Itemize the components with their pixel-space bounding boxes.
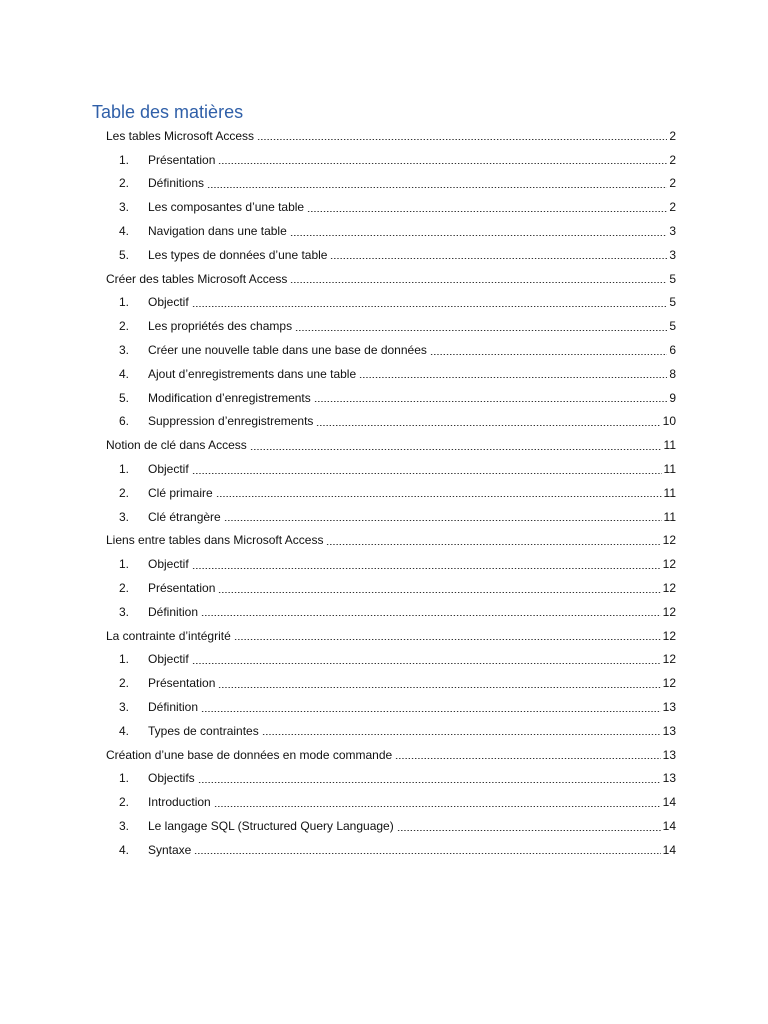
toc-entry-number: 2. bbox=[119, 176, 130, 191]
toc-subentry[interactable] bbox=[106, 790, 676, 814]
toc-entry-text: Le langage SQL (Structured Query Language) bbox=[148, 819, 394, 833]
toc-entry-text: Définition bbox=[148, 700, 199, 715]
toc-dot-leader bbox=[257, 139, 667, 140]
toc-section-entry[interactable] bbox=[106, 267, 676, 291]
toc-entry-text: Définitions bbox=[148, 176, 205, 191]
toc-entry-number: 1. bbox=[119, 771, 130, 786]
toc-entry-text: Clé primaire bbox=[148, 485, 213, 500]
toc-entry-text: Définition bbox=[148, 604, 199, 619]
toc-page-number: 11 bbox=[663, 509, 676, 524]
toc-entry-text: Objectif bbox=[148, 652, 189, 667]
toc-page-number: 14 bbox=[662, 819, 676, 833]
toc-entry-text: Syntaxe bbox=[148, 842, 192, 857]
toc-subentry[interactable] bbox=[106, 600, 676, 624]
toc-entry-text: Navigation dans une table bbox=[148, 224, 287, 239]
toc-entry-text: Créer une nouvelle table dans une base de données bbox=[148, 343, 427, 358]
toc-section-entry[interactable] bbox=[106, 433, 676, 457]
toc-entry-text: Clé étrangère bbox=[148, 509, 221, 524]
toc-entry-number: 3. bbox=[119, 604, 130, 619]
toc-dot-leader bbox=[395, 758, 660, 759]
toc-page-number: 13 bbox=[662, 747, 676, 762]
toc-page-number: 12 bbox=[662, 652, 676, 667]
toc-subentry[interactable] bbox=[106, 148, 676, 172]
toc-dot-leader bbox=[207, 187, 667, 188]
toc-page-number: 11 bbox=[663, 438, 676, 453]
toc-section-entry[interactable] bbox=[106, 529, 676, 553]
toc-subentry[interactable] bbox=[106, 362, 676, 386]
toc-subentry[interactable] bbox=[106, 172, 676, 196]
toc-page-number: 2 bbox=[669, 128, 676, 143]
toc-entry-number: 2. bbox=[119, 581, 130, 596]
toc-entry-number: 4. bbox=[119, 366, 130, 381]
toc-page-number: 5 bbox=[669, 271, 676, 286]
toc-page-number: 8 bbox=[669, 366, 676, 381]
toc-entry-number: 1. bbox=[119, 557, 130, 572]
toc-entry-text: Notion de clé dans Access bbox=[106, 438, 247, 453]
toc-page-number: 11 bbox=[663, 462, 676, 477]
toc-dot-leader bbox=[290, 282, 667, 283]
toc-page-number: 6 bbox=[669, 343, 676, 358]
toc-page-number: 2 bbox=[669, 200, 676, 215]
toc-entry-number: 3. bbox=[119, 700, 130, 715]
toc-entry-text: Les composantes d’une table bbox=[148, 200, 305, 215]
toc-page-number: 13 bbox=[662, 700, 676, 715]
toc-entry-text: Les tables Microsoft Access bbox=[106, 128, 255, 143]
toc-dot-leader bbox=[290, 235, 668, 236]
toc-page-number: 13 bbox=[662, 723, 676, 738]
toc-page-number: 2 bbox=[669, 152, 676, 167]
toc-page-number: 2 bbox=[669, 176, 676, 191]
toc-entry-number: 1. bbox=[119, 462, 130, 477]
toc-entry-number: 3. bbox=[119, 819, 130, 833]
toc-dot-leader bbox=[216, 496, 662, 497]
toc-subentry[interactable] bbox=[106, 338, 676, 362]
toc-page-number: 10 bbox=[662, 414, 676, 429]
toc-page-number: 12 bbox=[662, 604, 676, 619]
toc-entry-number: 5. bbox=[119, 390, 130, 405]
toc-entry-number: 3. bbox=[119, 343, 130, 358]
toc-entry-text: Types de contraintes bbox=[148, 723, 259, 738]
toc-subentry[interactable] bbox=[106, 671, 676, 695]
toc-dot-leader bbox=[218, 687, 660, 688]
toc-subentry[interactable] bbox=[106, 195, 676, 219]
toc-entry-text: Création d’une base de données en mode commande bbox=[106, 747, 393, 762]
toc-subentry[interactable] bbox=[106, 576, 676, 600]
toc-entry-text: Objectifs bbox=[148, 771, 195, 786]
toc-entry-text: La contrainte d’intégrité bbox=[106, 628, 231, 643]
toc-entry-text: Présentation bbox=[148, 152, 216, 167]
toc-subentry[interactable] bbox=[106, 767, 676, 791]
toc-subentry[interactable] bbox=[106, 291, 676, 315]
toc-dot-leader bbox=[192, 663, 661, 664]
toc-page-number: 12 bbox=[662, 533, 676, 548]
toc-list bbox=[106, 124, 676, 862]
toc-entry-text: Objectif bbox=[148, 557, 189, 572]
toc-dot-leader bbox=[192, 568, 661, 569]
toc-entry-number: 6. bbox=[119, 414, 130, 429]
toc-entry-number: 2. bbox=[119, 795, 130, 810]
toc-subentry[interactable] bbox=[106, 457, 676, 481]
toc-subentry[interactable] bbox=[106, 314, 676, 338]
toc-page-number: 12 bbox=[662, 557, 676, 572]
toc-entry-number: 4. bbox=[119, 224, 130, 239]
toc-dot-leader bbox=[295, 330, 667, 331]
toc-dot-leader bbox=[218, 163, 667, 164]
toc-dot-leader bbox=[250, 449, 662, 450]
toc-dot-leader bbox=[218, 592, 660, 593]
toc-dot-leader bbox=[397, 830, 661, 831]
toc-subentry[interactable] bbox=[106, 481, 676, 505]
toc-dot-leader bbox=[192, 306, 668, 307]
toc-entry-text: Les types de données d’une table bbox=[148, 247, 328, 262]
toc-dot-leader bbox=[214, 806, 661, 807]
toc-dot-leader bbox=[192, 473, 662, 474]
toc-entry-text: Présentation bbox=[148, 581, 216, 596]
toc-dot-leader bbox=[316, 425, 660, 426]
toc-subentry[interactable] bbox=[106, 648, 676, 672]
toc-subentry[interactable] bbox=[106, 386, 676, 410]
toc-dot-leader bbox=[262, 734, 661, 735]
toc-page-number: 12 bbox=[662, 581, 676, 596]
toc-section-entry[interactable] bbox=[106, 124, 676, 148]
toc-dot-leader bbox=[430, 354, 667, 355]
toc-page-number: 11 bbox=[663, 485, 676, 500]
toc-entry-number: 4. bbox=[119, 842, 130, 857]
toc-subentry[interactable] bbox=[106, 410, 676, 434]
toc-subentry[interactable] bbox=[106, 695, 676, 719]
toc-entry-text: Créer des tables Microsoft Access bbox=[106, 271, 288, 286]
toc-dot-leader bbox=[201, 711, 661, 712]
toc-page-number: 3 bbox=[669, 224, 676, 239]
toc-page-number: 3 bbox=[669, 247, 676, 262]
toc-page-number: 5 bbox=[669, 295, 676, 310]
toc-entry-number: 1. bbox=[119, 295, 130, 310]
toc-entry-text: Présentation bbox=[148, 676, 216, 691]
toc-entry-text: Les propriétés des champs bbox=[148, 319, 293, 334]
toc-subentry[interactable] bbox=[106, 219, 676, 243]
toc-subentry[interactable] bbox=[106, 552, 676, 576]
toc-entry-number: 2. bbox=[119, 319, 130, 334]
toc-dot-leader bbox=[201, 615, 661, 616]
toc-subentry[interactable] bbox=[106, 814, 676, 838]
toc-section-entry[interactable] bbox=[106, 743, 676, 767]
toc-entry-number: 2. bbox=[119, 676, 130, 691]
toc-page-number: 14 bbox=[662, 842, 676, 857]
toc-entry-number: 5. bbox=[119, 247, 130, 262]
toc-page-number: 12 bbox=[662, 628, 676, 643]
toc-entry-number: 2. bbox=[119, 485, 130, 500]
toc-page-number: 12 bbox=[662, 676, 676, 691]
toc-dot-leader bbox=[314, 401, 668, 402]
toc-entry-number: 3. bbox=[119, 509, 130, 524]
toc-subentry[interactable] bbox=[106, 505, 676, 529]
toc-page-number: 13 bbox=[662, 771, 676, 786]
toc-entry-text: Ajout d’enregistrements dans une table bbox=[148, 366, 357, 381]
toc-subentry[interactable] bbox=[106, 719, 676, 743]
toc-entry-text: Liens entre tables dans Microsoft Access bbox=[106, 533, 324, 548]
toc-entry-text: Suppression d’enregistrements bbox=[148, 414, 314, 429]
toc-subentry[interactable] bbox=[106, 838, 676, 862]
toc-page-number: 14 bbox=[662, 795, 676, 810]
toc-page-number: 5 bbox=[669, 319, 676, 334]
toc-dot-leader bbox=[307, 211, 667, 212]
toc-section-entry[interactable] bbox=[106, 624, 676, 648]
toc-entry-number: 1. bbox=[119, 652, 130, 667]
toc-dot-leader bbox=[194, 853, 660, 854]
toc-page-number: 9 bbox=[669, 390, 676, 405]
toc-dot-leader bbox=[224, 520, 662, 521]
toc-entry-text: Introduction bbox=[148, 795, 211, 810]
toc-dot-leader bbox=[359, 377, 667, 378]
toc-entry-text: Objectif bbox=[148, 295, 189, 310]
toc-dot-leader bbox=[330, 258, 667, 259]
toc-entry-number: 4. bbox=[119, 723, 130, 738]
toc-title: Table des matières bbox=[92, 102, 244, 122]
toc-dot-leader bbox=[326, 544, 660, 545]
toc-entry-number: 3. bbox=[119, 200, 130, 215]
toc-entry-text: Modification d’enregistrements bbox=[148, 390, 311, 405]
toc-subentry[interactable] bbox=[106, 243, 676, 267]
toc-dot-leader bbox=[234, 639, 661, 640]
toc-entry-number: 1. bbox=[119, 152, 130, 167]
toc-dot-leader bbox=[198, 782, 661, 783]
toc-entry-text: Objectif bbox=[148, 462, 189, 477]
